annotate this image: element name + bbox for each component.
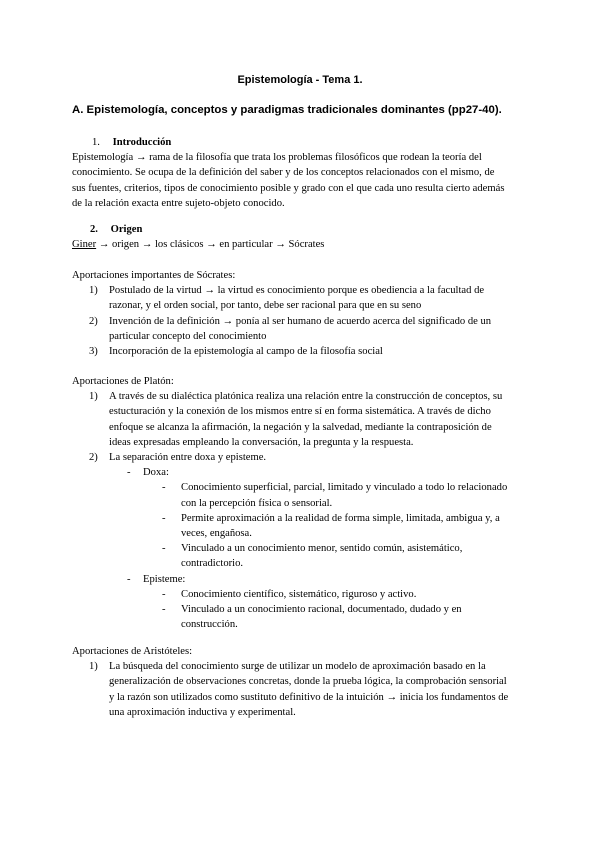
sublist-item-line: contradictorio. <box>181 558 244 570</box>
list-item-line: particular concepto del conocimiento <box>109 330 267 342</box>
list-item <box>72 659 532 720</box>
sublist-item-line: Vinculado a un conocimiento racional, documentado, dudado y en <box>181 604 462 616</box>
document-subtitle: A. Epistemología, conceptos y paradigmas tradicionales dominantes (pp27-40). <box>72 104 502 116</box>
section-platon <box>72 374 532 632</box>
section-title: Introducción <box>112 137 172 148</box>
sublist-item <box>72 511 532 541</box>
list-item <box>72 450 532 465</box>
list-item-line: razonar, y el orden social, por tanto, debe ser racional para que en su seno <box>109 300 422 312</box>
list-marker: 1) <box>89 661 98 673</box>
dash-marker: - <box>162 543 166 555</box>
sublist-item-line: con la percepción física o sensorial. <box>181 497 333 509</box>
list-item-line: una aproximación inductiva y experimental. <box>109 706 296 718</box>
list-item-line: y la razón son utilizados como sustituto definitivo de la intuición → inicia los fundamentos de <box>109 691 509 703</box>
list-item-line: Invención de la definición → ponía al ser humano de acuerdo acerca del significado de un <box>109 315 492 327</box>
section-aristoteles <box>72 644 532 720</box>
section-introduccion <box>72 135 532 211</box>
list-heading: Aportaciones importantes de Sócrates: <box>72 270 236 281</box>
sublist-item <box>72 602 532 632</box>
list-item-line: La separación entre doxa y episteme. <box>109 452 267 464</box>
giner-name: Giner <box>72 239 97 251</box>
paragraph-line: de la relación exacta entre sujeto-objeto conocido. <box>72 197 285 209</box>
sublist-item <box>72 480 532 510</box>
dash-marker: - <box>127 573 131 585</box>
sublist-doxa <box>72 465 532 480</box>
list-item-line: enfoque se alcanza la afirmación, la negación y la salvedad, mediante la contraposición de <box>109 421 492 433</box>
section-heading <box>72 222 532 237</box>
list-marker: 2) <box>89 452 98 464</box>
paragraph-line: sus fuentes, criterios, tipos de conocimiento posible y grado con el que cada uno resulta cierto además <box>72 182 505 194</box>
list-heading: Aportaciones de Aristóteles: <box>72 646 193 657</box>
list-marker: 3) <box>89 346 98 358</box>
sublist-item-line: Permite aproximación a la realidad de forma simple, limitada, ambigua y, a <box>181 512 500 524</box>
list-item-line: Incorporación de la epistemología al campo de la filosofía social <box>109 346 383 358</box>
sublist-label: Episteme: <box>143 573 186 585</box>
sublist-label: Doxa: <box>143 467 169 479</box>
list-item <box>72 344 532 359</box>
list-item-line: A través de su dialéctica platónica realiza una relación entre la construcción de conceptos, su <box>109 391 503 403</box>
dash-marker: - <box>162 512 166 524</box>
dash-marker: - <box>127 467 131 479</box>
list-item <box>72 314 532 344</box>
page-title: Epistemología - Tema 1. <box>237 74 363 86</box>
list-item <box>72 389 532 450</box>
section-socrates <box>72 268 532 359</box>
list-marker: 1) <box>89 391 98 403</box>
origen-line <box>72 237 532 252</box>
list-marker: 1) <box>89 285 98 297</box>
dash-marker: - <box>162 482 166 494</box>
sublist-item-line: veces, engañosa. <box>181 528 252 540</box>
dash-marker: - <box>162 588 166 600</box>
origen-chain: → origen → los clásicos → en particular → Sócrates <box>96 239 325 251</box>
list-item-line: estucturación y la conexión de los mismos entre sí en forma sistemática. A través de dicho <box>109 406 491 418</box>
dash-marker: - <box>162 604 166 616</box>
section-number: 1. <box>92 137 100 148</box>
sublist-item-line: Vinculado a un conocimiento menor, sentido común, asistemático, <box>181 543 463 555</box>
paragraph-line: Epistemología → rama de la filosofía que trata los problemas filosóficos que rodean la teoría del <box>72 152 482 164</box>
list-heading: Aportaciones de Platón: <box>72 376 174 387</box>
list-item-line: Postulado de la virtud → la virtud es conocimiento porque es obediencia a la facultad de <box>109 285 485 297</box>
sublist-item-line: Conocimiento superficial, parcial, limitado y vinculado a todo lo relacionado <box>181 482 508 494</box>
list-item-line: La búsqueda del conocimiento surge de utilizar un modelo de aproximación basado en la <box>109 661 486 673</box>
list-item-line: generalización de observaciones concretas, donde la prueba lógica, la comprobación sensorial <box>109 676 507 688</box>
section-heading <box>72 135 532 150</box>
paragraph-line: conocimiento. Se ocupa de la definición del saber y de los conceptos relacionados con el mismo, de <box>72 167 495 179</box>
sublist-item-line: construcción. <box>181 619 238 631</box>
section-title: Origen <box>110 224 143 235</box>
list-marker: 2) <box>89 315 98 327</box>
list-item-line: ideas expresadas empleando la conversación, la pregunta y la respuesta. <box>109 436 414 448</box>
section-origen <box>72 222 532 252</box>
section-number: 2. <box>90 224 98 235</box>
sublist-item <box>72 541 532 571</box>
sublist-item <box>72 587 532 602</box>
sublist-episteme <box>72 572 532 587</box>
sublist-item-line: Conocimiento científico, sistemático, riguroso y activo. <box>181 588 417 600</box>
list-item <box>72 283 532 313</box>
